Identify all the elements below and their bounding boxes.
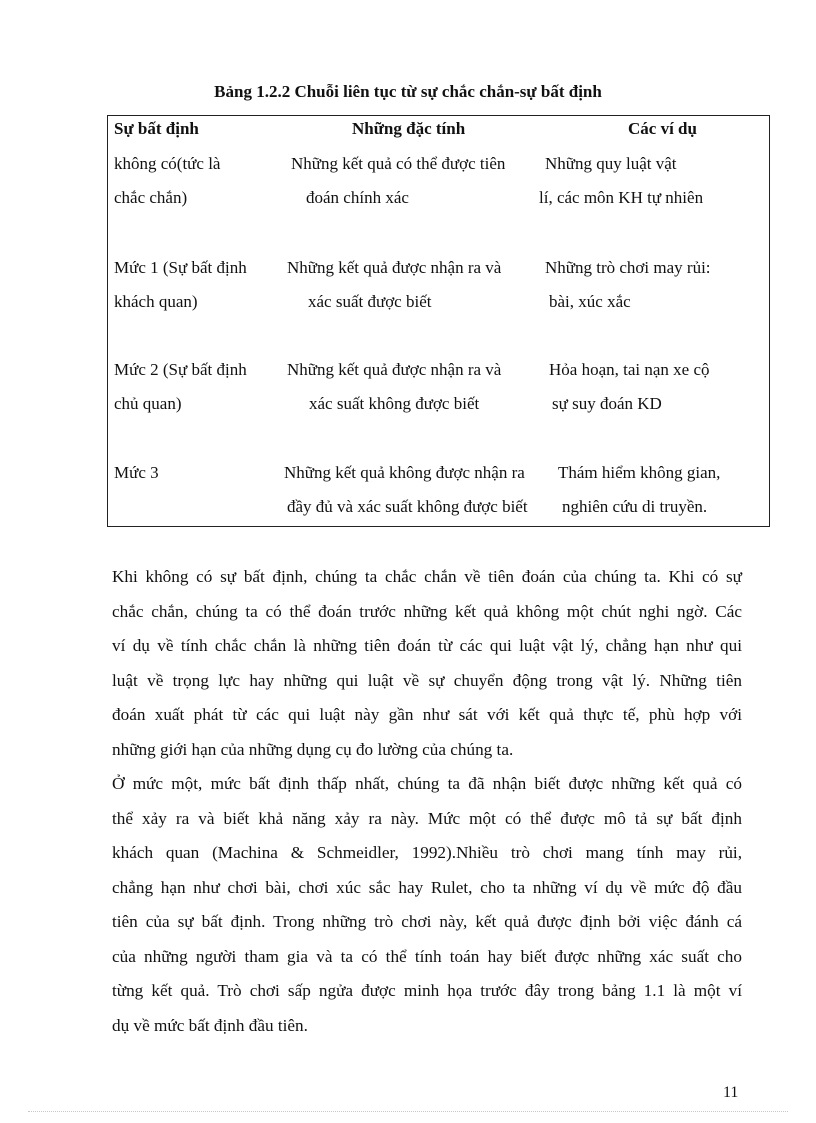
paragraph-line: Khi không có sự bất định, chúng ta chắc chắn về tiên đoán của chúng ta. Khi có sự	[112, 567, 742, 586]
header-traits: Những đặc tính	[352, 119, 466, 138]
paragraph-certainty	[112, 560, 742, 767]
paragraph-line: của những người tham gia và ta có thể tính toán hay biết được những xác suất cho	[112, 946, 742, 966]
row1-level-line2: chắc chắn)	[114, 188, 188, 207]
row1-traits-line2: đoán chính xác	[306, 188, 409, 207]
row1-level-line1: không có(tức là	[114, 154, 221, 173]
paragraph-line: ví dụ về tính chắc chắn là những tiên đoán từ các qui luật vật lý, chẳng hạn như qui	[112, 636, 742, 655]
page-number: 11	[723, 1084, 739, 1101]
row1-examples-line1: Những quy luật vật	[545, 154, 677, 173]
row2-level-line1: Mức 1 (Sự bất định	[114, 258, 247, 277]
row4-examples-line1: Thám hiểm không gian,	[558, 463, 721, 482]
row1-traits-line1: Những kết quả có thể được tiên	[291, 154, 506, 173]
row2-traits-line1: Những kết quả được nhận ra và	[287, 258, 502, 277]
row3-level-line1: Mức 2 (Sự bất định	[114, 360, 247, 379]
row2-examples-line2: bài, xúc xắc	[549, 292, 631, 311]
row4-traits-line1: Những kết quả không được nhận ra	[284, 463, 525, 482]
row3-traits-line1: Những kết quả được nhận ra và	[287, 360, 502, 379]
table-caption: Bảng 1.2.2 Chuỗi liên tục từ sự chắc chắn-sự bất định	[214, 82, 602, 101]
row4-level-line1: Mức 3	[114, 463, 159, 482]
paragraph-line: luật về trọng lực hay những qui luật về sự chuyển động trong vật lý. Những tiên	[112, 670, 742, 690]
row2-examples-line1: Những trò chơi may rủi:	[545, 258, 711, 277]
row4-examples-line2: nghiên cứu di truyền.	[562, 497, 708, 516]
row3-examples-line1: Hỏa hoạn, tai nạn xe cộ	[549, 360, 710, 379]
row2-level-line2: khách quan)	[114, 292, 198, 311]
paragraph-line: khách quan (Machina & Schmeidler, 1992).Nhiều trò chơi mang tính may rủi,	[112, 843, 742, 862]
paragraph-line: tiên của sự bất định. Trong những trò chơi này, kết quả được định bởi việc đánh cá	[112, 912, 742, 931]
row4-traits-line2: đầy đủ và xác suất không được biết	[287, 497, 528, 516]
paragraph-line: thể xảy ra và biết khả năng xảy ra này. Mức một có thể được mô tả sự bất định	[112, 808, 742, 828]
paragraph-line: đoán xuất phát từ các qui luật này gần như sát với kết quả thực tế, phù hợp với	[112, 705, 742, 724]
paragraph-line: chẳng hạn như chơi bài, chơi xúc sắc hay Rulet, cho ta những ví dụ về mức độ đầu	[112, 877, 742, 897]
header-examples: Các ví dụ	[628, 119, 697, 138]
paragraph-line: Ở mức một, mức bất định thấp nhất, chúng ta đã nhận biết được những kết quả có	[112, 774, 742, 793]
footer-divider	[28, 1111, 788, 1112]
uncertainty-table	[107, 115, 770, 527]
paragraph-line: chắc chắn, chúng ta có thể đoán trước những kết quả không một chút nghi ngờ. Các	[112, 601, 742, 621]
paragraph-level-one	[112, 767, 742, 1043]
paragraph-line: những giới hạn của những dụng cụ đo lường của chúng ta.	[112, 739, 514, 759]
row3-examples-line2: sự suy đoán KD	[552, 394, 662, 413]
row1-examples-line2: lí, các môn KH tự nhiên	[539, 188, 704, 207]
row3-level-line2: chủ quan)	[114, 394, 182, 413]
row3-traits-line2: xác suất không được biết	[309, 394, 480, 413]
row2-traits-line2: xác suất được biết	[308, 292, 432, 311]
header-uncertainty: Sự bất định	[114, 119, 199, 138]
paragraph-line: từng kết quả. Trò chơi sấp ngửa được minh họa trước đây trong bảng 1.1 là một ví	[112, 981, 742, 1000]
paragraph-line: dụ về mức bất định đầu tiên.	[112, 1015, 308, 1035]
